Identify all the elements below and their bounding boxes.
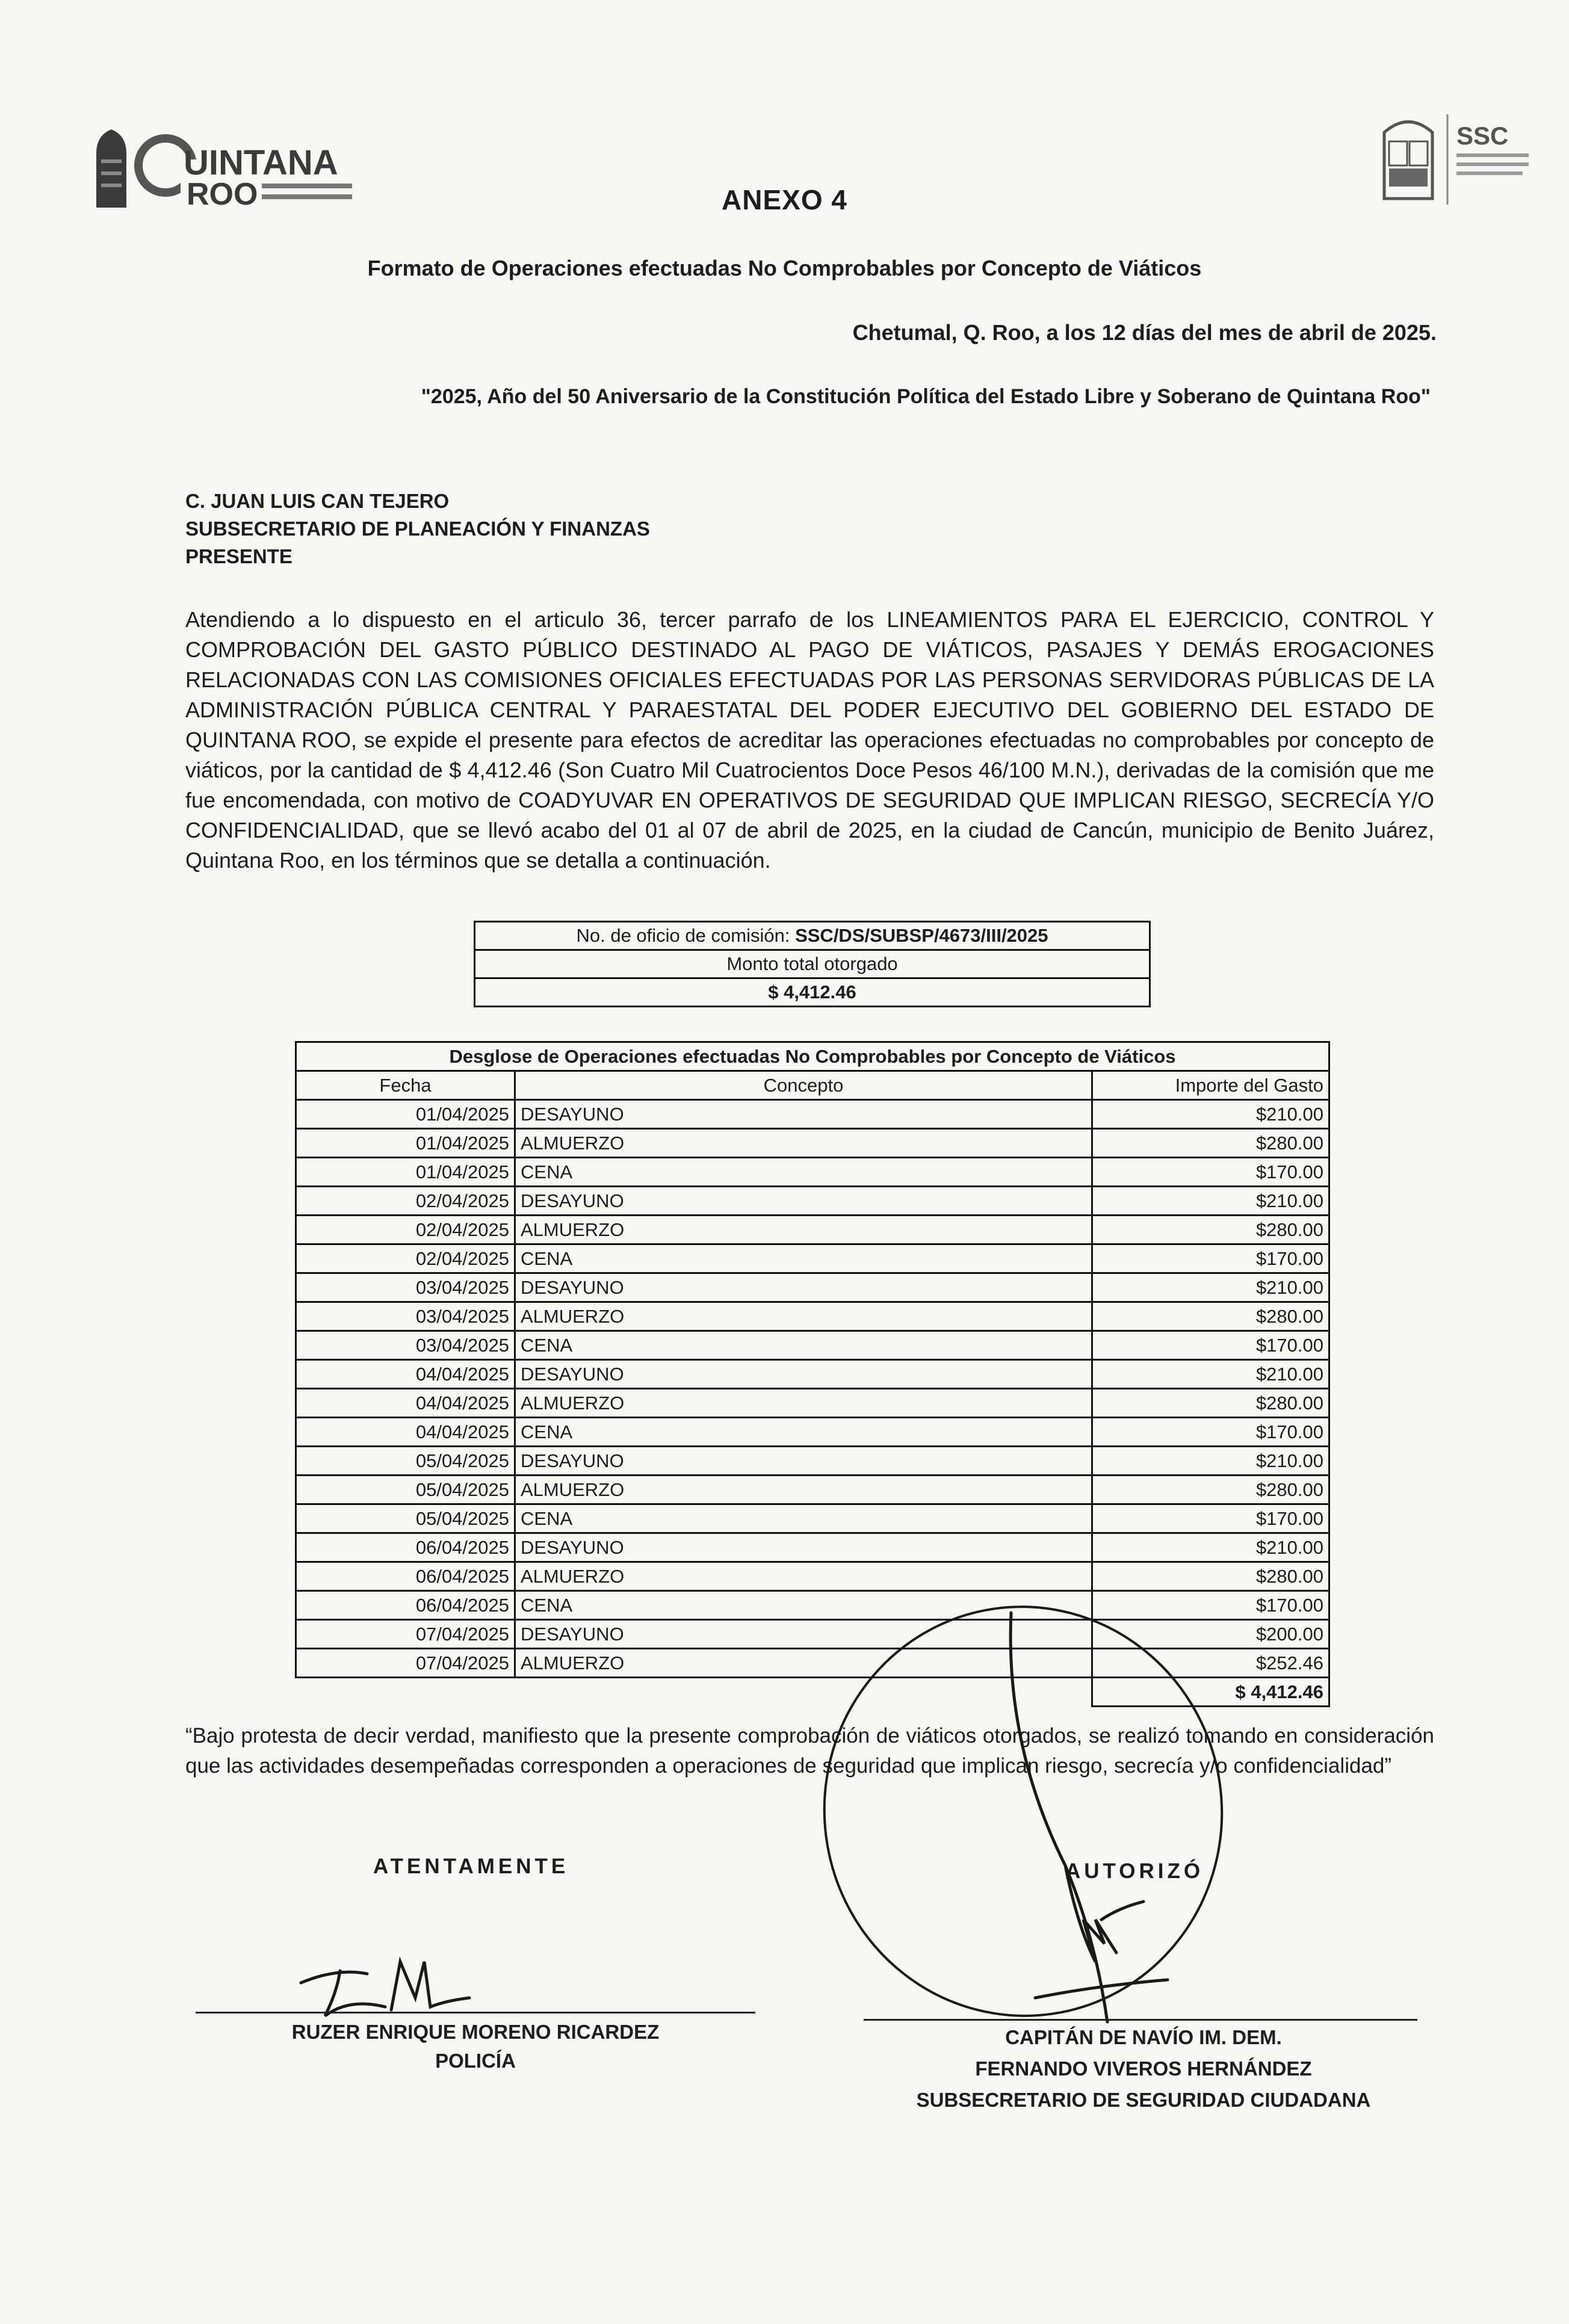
annex-title: ANEXO 4 (722, 184, 847, 215)
oficio-box (474, 921, 1151, 1007)
cell-fecha: 04/04/2025 (296, 1360, 515, 1389)
cell-fecha: 05/04/2025 (296, 1504, 515, 1533)
recipient-title: SUBSECRETARIO DE PLANEACIÓN Y FINANZAS (185, 518, 650, 540)
cell-concepto: CENA (515, 1418, 1092, 1447)
cell-concepto: CENA (515, 1591, 1092, 1620)
cell-fecha: 03/04/2025 (296, 1273, 515, 1302)
body-paragraph: Atendiendo a lo dispuesto en el articulo 36, tercer parrafo de los LINEAMIENTOS PARA EL EJERCICIO, CONTROL Y COMPROBACIÓN DEL GASTO PÚBLICO DESTINADO AL PAGO DE VIÁTICOS, PASAJES Y DEMÁS EROGACIONES RELACIONADAS CON LAS COMISIONES OFICIALES EFECTUADAS POR LAS PERSONAS SERVIDORAS PÚBLICAS DE LA ADMINISTRACIÓN PÚBLICA CENTRAL Y PARAESTATAL DEL PODER EJECUTIVO DEL GOBIERNO DEL ESTADO DE QUINTANA ROO, se expide el presente para efectos de acreditar las operaciones efectuadas no comprobables por concepto de viáticos, por la cantidad de $ 4,412.46 (Son Cuatro Mil Cuatrocientos Doce Pesos 46/100 M.N.), derivadas de la comisión que me fue encomendada, con motivo de COADYUVAR EN OPERATIVOS DE SEGURIDAD QUE IMPLICAN RIESGO, SECRECÍA Y/O CONFIDENCIALIDAD, que se llevó acabo del 01 al 07 de abril de 2025, en la ciudad de Cancún, municipio de Benito Juárez, Quintana Roo, en los términos que se detalla a continuación. (185, 607, 1434, 873)
cell-importe: $210.00 (1092, 1360, 1329, 1389)
header-concepto: Concepto (515, 1071, 1092, 1100)
cell-importe: $170.00 (1092, 1158, 1329, 1187)
signer-right (867, 2022, 1420, 2116)
monto-label: Monto total otorgado (475, 950, 1150, 978)
table-row (296, 1331, 1329, 1360)
header-importe: Importe del Gasto (1092, 1071, 1329, 1100)
monto-value: $ 4,412.46 (475, 978, 1150, 1007)
table-row (296, 1389, 1329, 1418)
cell-importe: $170.00 (1092, 1504, 1329, 1533)
cell-concepto: ALMUERZO (515, 1129, 1092, 1158)
cell-concepto: ALMUERZO (515, 1562, 1092, 1591)
cell-concepto: DESAYUNO (515, 1100, 1092, 1129)
signer-left-name: RUZER ENRIQUE MORENO RICARDEZ (291, 2021, 660, 2043)
seal-stamp (782, 1504, 1228, 2028)
table-row (296, 1360, 1329, 1389)
oficio-label: No. de oficio de comisión: (576, 925, 790, 946)
table-row (296, 1244, 1329, 1273)
cell-concepto: ALMUERZO (515, 1216, 1092, 1244)
cell-importe: $280.00 (1092, 1129, 1329, 1158)
cell-concepto: CENA (515, 1158, 1092, 1187)
cell-importe: $170.00 (1092, 1591, 1329, 1620)
cell-fecha: 02/04/2025 (296, 1244, 515, 1273)
cell-importe: $252.46 (1092, 1649, 1329, 1678)
table-row (296, 1273, 1329, 1302)
cell-concepto: CENA (515, 1244, 1092, 1273)
recipient-block (185, 487, 650, 570)
autorizo-heading: AUTORIZÓ (1065, 1859, 1204, 1883)
table-row (296, 1187, 1329, 1216)
recipient-presente: PRESENTE (185, 545, 292, 567)
table-row (296, 1158, 1329, 1187)
cell-concepto: ALMUERZO (515, 1649, 1092, 1678)
cell-fecha: 03/04/2025 (296, 1302, 515, 1331)
svg-text:UINTANA: UINTANA (184, 143, 338, 182)
signature-line-right (864, 2019, 1417, 2021)
cell-importe: $170.00 (1092, 1244, 1329, 1273)
atentamente-heading: ATENTAMENTE (373, 1855, 569, 1878)
cell-concepto: DESAYUNO (515, 1447, 1092, 1476)
cell-importe: $280.00 (1092, 1389, 1329, 1418)
signer-right-name: FERNANDO VIVEROS HERNÁNDEZ (975, 2057, 1312, 2080)
cell-importe: $210.00 (1092, 1187, 1329, 1216)
table-row (296, 1216, 1329, 1244)
cell-fecha: 04/04/2025 (296, 1389, 515, 1418)
cell-importe: $210.00 (1092, 1447, 1329, 1476)
oficio-number-cell (475, 922, 1150, 950)
cell-concepto: DESAYUNO (515, 1273, 1092, 1302)
signer-right-title: SUBSECRETARIO DE SEGURIDAD CIUDADANA (916, 2089, 1371, 2111)
cell-concepto: ALMUERZO (515, 1302, 1092, 1331)
cell-fecha: 07/04/2025 (296, 1649, 515, 1678)
cell-fecha: 02/04/2025 (296, 1187, 515, 1216)
cell-fecha: 06/04/2025 (296, 1533, 515, 1562)
total-amount: $ 4,412.46 (1092, 1678, 1329, 1707)
declaration: “Bajo protesta de decir verdad, manifiesto que la presente comprobación de viáticos otorgados, se realizó tomando en consideración que las actividades desempeñadas corresponden a operaciones de seguridad que implican riesgo, secrecía y/o confidencialidad” (185, 1724, 1434, 1778)
year-motto: "2025, Año del 50 Aniversario de la Constitución Política del Estado Libre y Soberano de Quintana Roo" (421, 385, 1431, 408)
cell-concepto: DESAYUNO (515, 1187, 1092, 1216)
cell-importe: $280.00 (1092, 1302, 1329, 1331)
cell-fecha: 05/04/2025 (296, 1476, 515, 1504)
cell-concepto: CENA (515, 1504, 1092, 1533)
signer-right-rank: CAPITÁN DE NAVÍO IM. DEM. (1005, 2026, 1282, 2048)
cell-fecha: 07/04/2025 (296, 1620, 515, 1649)
table-row (296, 1129, 1329, 1158)
place-date: Chetumal, Q. Roo, a los 12 días del mes de abril de 2025. (852, 320, 1437, 345)
signature-line-left (196, 2012, 755, 2013)
cell-fecha: 03/04/2025 (296, 1331, 515, 1360)
svg-text:SSC: SSC (1456, 122, 1509, 150)
signer-left-title: POLICÍA (435, 2050, 516, 2072)
cell-importe: $280.00 (1092, 1562, 1329, 1591)
table-row (296, 1100, 1329, 1129)
table-row (296, 1302, 1329, 1331)
cell-importe: $280.00 (1092, 1476, 1329, 1504)
handwritten-signature-left (289, 1950, 506, 2022)
table-title: Desglose de Operaciones efectuadas No Comprobables por Concepto de Viáticos (296, 1042, 1329, 1071)
cell-fecha: 01/04/2025 (296, 1100, 515, 1129)
table-row (296, 1447, 1329, 1476)
cell-concepto: DESAYUNO (515, 1620, 1092, 1649)
cell-importe: $200.00 (1092, 1620, 1329, 1649)
cell-concepto: DESAYUNO (515, 1360, 1092, 1389)
table-row (296, 1476, 1329, 1504)
form-title: Formato de Operaciones efectuadas No Comprobables por Concepto de Viáticos (367, 256, 1202, 280)
header-fecha: Fecha (296, 1071, 515, 1100)
cell-importe: $210.00 (1092, 1533, 1329, 1562)
table-row (296, 1418, 1329, 1447)
cell-importe: $280.00 (1092, 1216, 1329, 1244)
cell-concepto: CENA (515, 1331, 1092, 1360)
cell-fecha: 06/04/2025 (296, 1591, 515, 1620)
cell-importe: $210.00 (1092, 1100, 1329, 1129)
recipient-name: C. JUAN LUIS CAN TEJERO (185, 490, 450, 512)
cell-concepto: ALMUERZO (515, 1476, 1092, 1504)
signer-left (196, 2018, 755, 2075)
svg-text:ROO: ROO (187, 177, 258, 212)
cell-fecha: 06/04/2025 (296, 1562, 515, 1591)
cell-fecha: 04/04/2025 (296, 1418, 515, 1447)
cell-concepto: ALMUERZO (515, 1389, 1092, 1418)
cell-importe: $210.00 (1092, 1273, 1329, 1302)
oficio-number: SSC/DS/SUBSP/4673/III/2025 (795, 925, 1048, 946)
cell-concepto: DESAYUNO (515, 1533, 1092, 1562)
cell-fecha: 02/04/2025 (296, 1216, 515, 1244)
cell-importe: $170.00 (1092, 1418, 1329, 1447)
cell-fecha: 01/04/2025 (296, 1129, 515, 1158)
cell-fecha: 05/04/2025 (296, 1447, 515, 1476)
cell-importe: $170.00 (1092, 1331, 1329, 1360)
cell-fecha: 01/04/2025 (296, 1158, 515, 1187)
